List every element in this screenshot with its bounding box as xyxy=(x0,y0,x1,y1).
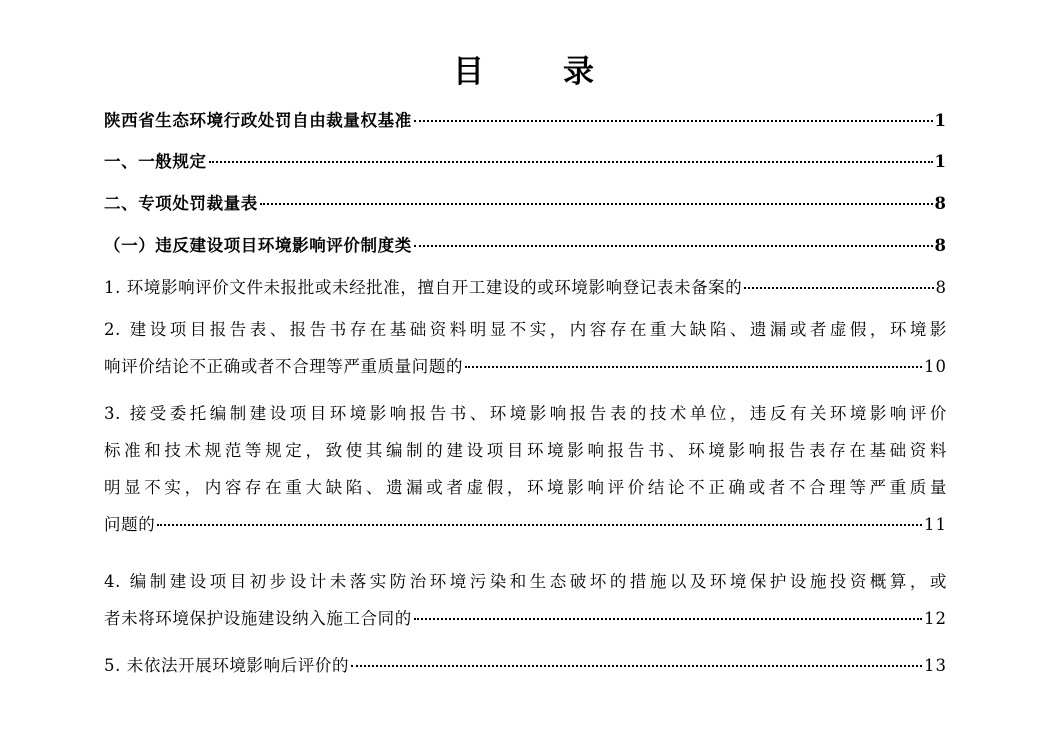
toc-entry-line xyxy=(104,600,947,637)
toc-entry-line xyxy=(104,102,947,139)
toc-leader-dots xyxy=(351,665,922,667)
toc-entry[interactable] xyxy=(104,269,947,306)
toc-page-number: 1 xyxy=(934,111,947,130)
toc-leader-dots xyxy=(465,366,922,368)
toc-entry-text: 5. 未依法开展环境影响后评价的 xyxy=(104,656,350,675)
toc-entry-text: 明显不实，内容存在重大缺陷、遗漏或者虚假，环境影响评价结论不正确或者不合理等严重质量 xyxy=(104,478,947,497)
toc-page-number: 12 xyxy=(924,609,947,628)
toc-entry-line xyxy=(104,348,947,385)
toc-entry-line xyxy=(104,506,947,543)
toc-entry[interactable] xyxy=(104,185,947,222)
toc-entry-text: 标准和技术规范等规定，致使其编制的建设项目环境影响报告书、环境影响报告表存在基础资料 xyxy=(104,441,947,460)
toc-page-number: 8 xyxy=(934,236,947,255)
toc-entry[interactable] xyxy=(104,311,947,385)
toc-page-number: 1 xyxy=(934,152,947,171)
toc-leader-dots xyxy=(414,618,922,620)
toc-entry-text: （一）违反建设项目环境影响评价制度类 xyxy=(104,236,412,255)
toc-entry[interactable] xyxy=(104,563,947,637)
toc-entry-text: 一、一般规定 xyxy=(104,152,207,171)
toc-entry-text: 1. 环境影响评价文件未报批或未经批准，擅自开工建设的或环境影响登记表未备案的 xyxy=(104,278,743,297)
toc-entry-line xyxy=(104,269,947,306)
toc-entry-line xyxy=(104,647,947,684)
toc-entry-text: 者未将环境保护设施建设纳入施工合同的 xyxy=(104,609,412,628)
toc-leader-dots xyxy=(414,245,933,247)
toc-leader-dots xyxy=(744,287,933,289)
toc-entry[interactable] xyxy=(104,395,947,543)
toc-page-number: 10 xyxy=(924,357,947,376)
toc-entry[interactable] xyxy=(104,102,947,139)
toc-page-number: 11 xyxy=(924,515,947,534)
toc-leader-dots xyxy=(209,161,933,163)
toc-entry-text: 2. 建设项目报告表、报告书存在基础资料明显不实，内容存在重大缺陷、遗漏或者虚假，环境影 xyxy=(104,320,947,339)
toc-entry-text: 问题的 xyxy=(104,515,156,534)
toc-entry[interactable] xyxy=(104,143,947,180)
toc-entry-line xyxy=(104,227,947,264)
toc-entry[interactable] xyxy=(104,227,947,264)
toc-entry-text: 响评价结论不正确或者不合理等严重质量问题的 xyxy=(104,357,464,376)
toc-entry[interactable] xyxy=(104,647,947,684)
toc-page-number: 13 xyxy=(924,656,947,675)
toc-entry-text: 4. 编制建设项目初步设计未落实防治环境污染和生态破坏的措施以及环境保护设施投资概算，或 xyxy=(104,572,947,591)
toc-leader-dots xyxy=(157,524,922,526)
toc-title: 目 录 xyxy=(453,54,618,90)
toc-entry-text: 3. 接受委托编制建设项目环境影响报告书、环境影响报告表的技术单位，违反有关环境影响评价 xyxy=(104,404,947,423)
toc-leader-dots xyxy=(414,120,933,122)
toc-entry-text: 陕西省生态环境行政处罚自由裁量权基准 xyxy=(104,111,412,130)
toc-entry-line xyxy=(104,185,947,222)
toc-entry-text: 二、专项处罚裁量表 xyxy=(104,194,258,213)
toc-leader-dots xyxy=(260,203,933,205)
toc-entry-line xyxy=(104,143,947,180)
toc-page-number: 8 xyxy=(934,194,947,213)
toc-page-number: 8 xyxy=(935,278,947,297)
